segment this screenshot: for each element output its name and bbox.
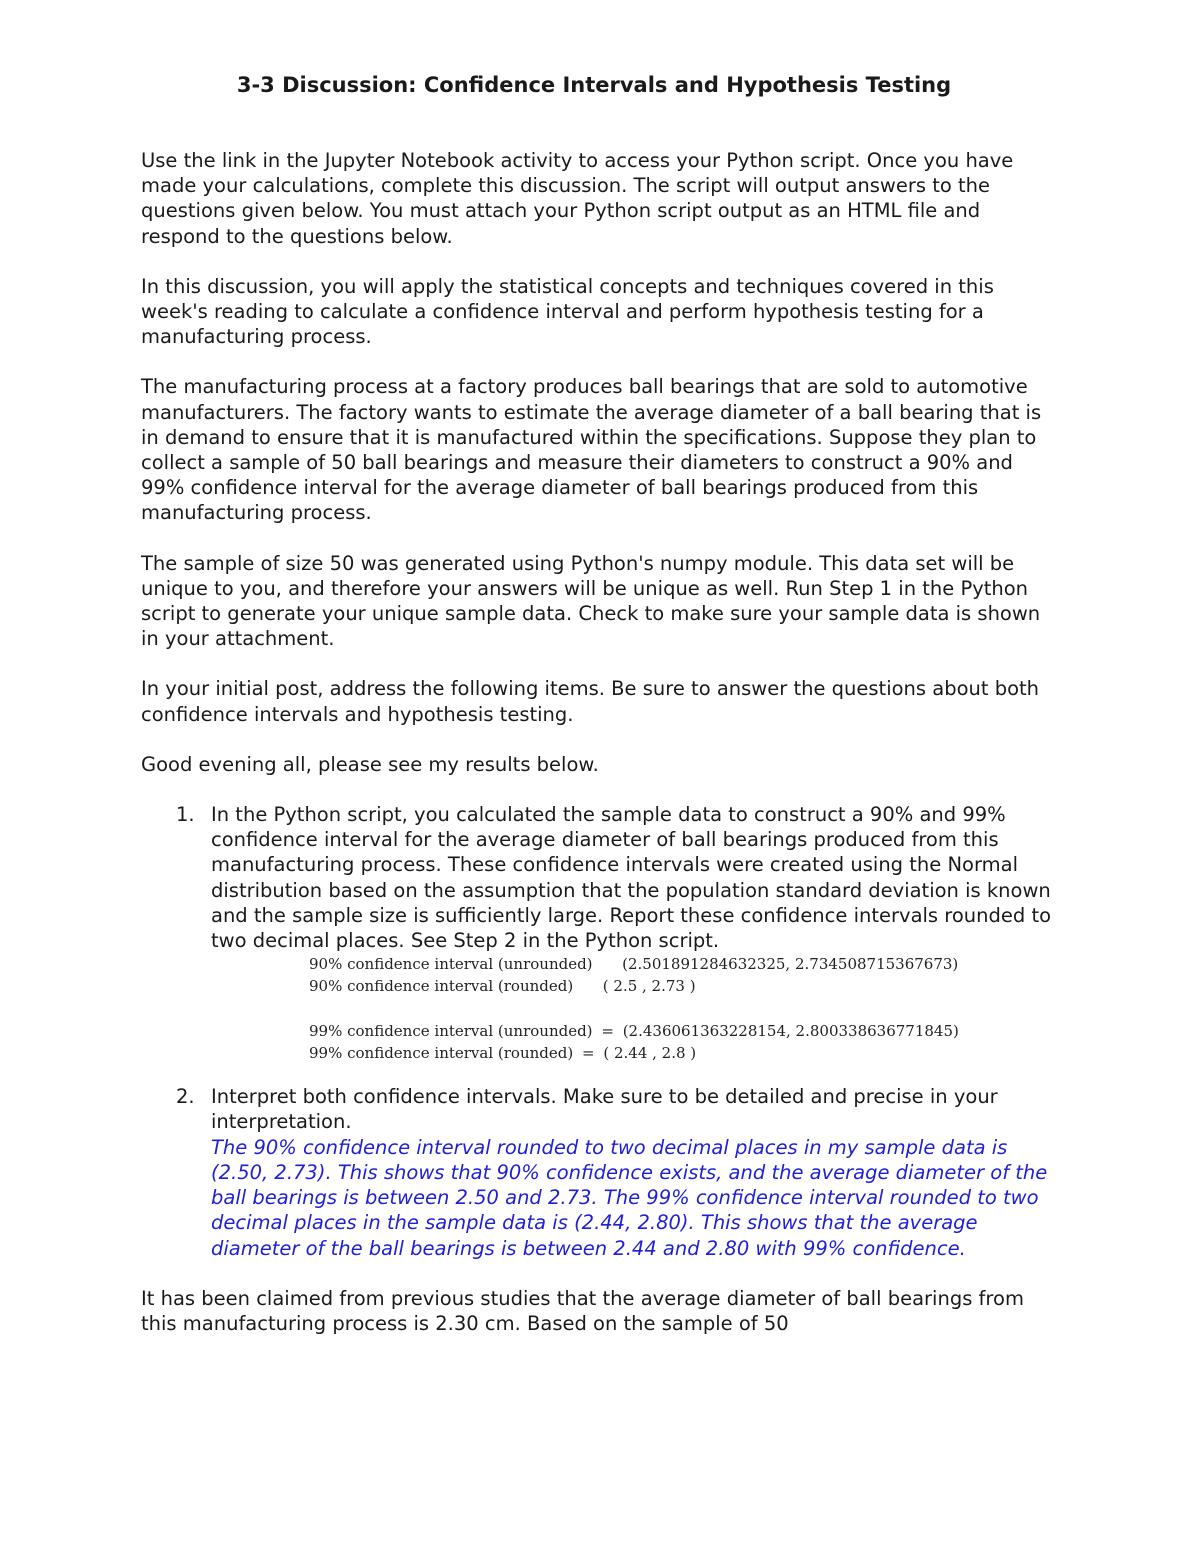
document-page <box>141 70 1061 1361</box>
list-item <box>141 1084 1061 1260</box>
question-list <box>141 802 1061 1261</box>
ci90-rounded-label: 90% confidence interval (rounded) <box>309 977 574 996</box>
ci90-rounded-value: ( 2.5 , 2.73 ) <box>602 977 696 996</box>
list-item <box>141 802 1061 1064</box>
ci99-rounded-value: ( 2.44 , 2.8 ) <box>603 1044 697 1063</box>
sample-data-paragraph: The sample of size 50 was generated using Python's numpy module. This data set will be unique to you, and therefore your answers will be unique as well. Run Step 1 in the Python script to generate your unique sample data. Check to make sure your sample data is shown in your attachment. <box>141 551 1041 651</box>
question-text: In the Python script, you calculated the sample data to construct a 90% and 99% confidence interval for the average diameter of ball bearings produced from this manufacturing process. These confidence intervals were created using the Normal distribution based on the assumption that the population standard deviation is known and the sample size is sufficiently large. Report these confidence intervals rounded to two decimal places. See Step 2 in the Python script. <box>211 803 1052 953</box>
ci99-unrounded-value: (2.436061363228154, 2.800338636771845) <box>622 1022 959 1041</box>
ci90-rounded-line <box>309 975 1061 997</box>
answer-text: The 90% confidence interval rounded to two decimal places in my sample data is (2.50, 2.73). This shows that 90% confidence exists, and the average diameter of the ball bearings is between 2.50 and 2.73. The 99% confidence interval rounded to two decimal places in the sample data is (2.44, 2.80). This shows that the average diameter of the ball bearings is between 2.44 and 2.80 with 99% confidence. <box>211 1135 1048 1260</box>
ci99-rounded-separator: = <box>582 1044 595 1063</box>
ci90-unrounded-value: (2.501891284632325, 2.734508715367673) <box>622 955 959 974</box>
list-number: 2. <box>176 1085 195 1109</box>
ci99-unrounded-line <box>309 1020 1061 1042</box>
scenario-paragraph: The manufacturing process at a factory produces ball bearings that are sold to automotive manufacturers. The factory wants to estimate the average diameter of a ball bearing that is in demand to ensure that it is manufactured within the specifications. Suppose they plan to collect a sample of 50 ball bearings and measure their diameters to construct a 90% and 99% confidence interval for the average diameter of ball bearings produced from this manufacturing process. <box>141 375 1042 525</box>
list-number: 1. <box>176 803 195 827</box>
ci90-unrounded-label: 90% confidence interval (unrounded) <box>309 955 593 974</box>
question-text: Interpret both confidence intervals. Make sure to be detailed and precise in your interpretation. <box>211 1085 998 1134</box>
greeting-paragraph: Good evening all, please see my results below. <box>141 752 599 776</box>
discussion-overview-paragraph: In this discussion, you will apply the statistical concepts and techniques covered in this week's reading to calculate a confidence interval and perform hypothesis testing for a manufacturing process. <box>141 274 994 349</box>
closing-paragraph: It has been claimed from previous studies that the average diameter of ball bearings from this manufacturing process is 2.30 cm. Based on the sample of 50 <box>141 1286 1024 1335</box>
ci99-unrounded-separator: = <box>601 1022 614 1041</box>
ci90-unrounded-line <box>309 953 1061 975</box>
ci99-rounded-line <box>309 1042 1061 1064</box>
ci99-rounded-label: 99% confidence interval (rounded) <box>309 1044 574 1063</box>
confidence-interval-output <box>309 953 1061 1064</box>
ci99-unrounded-label: 99% confidence interval (unrounded) <box>309 1022 593 1041</box>
document-title: 3-3 Discussion: Confidence Intervals and Hypothesis Testing <box>236 73 952 97</box>
intro-paragraph: Use the link in the Jupyter Notebook activity to access your Python script. Once you have made your calculations, complete this discussion. The script will output answers to the questions given below. You must attach your Python script output as an HTML file and respond to the questions below. <box>141 149 1014 248</box>
instructions-paragraph: In your initial post, address the following items. Be sure to answer the questions about both confidence intervals and hypothesis testing. <box>141 677 1040 726</box>
